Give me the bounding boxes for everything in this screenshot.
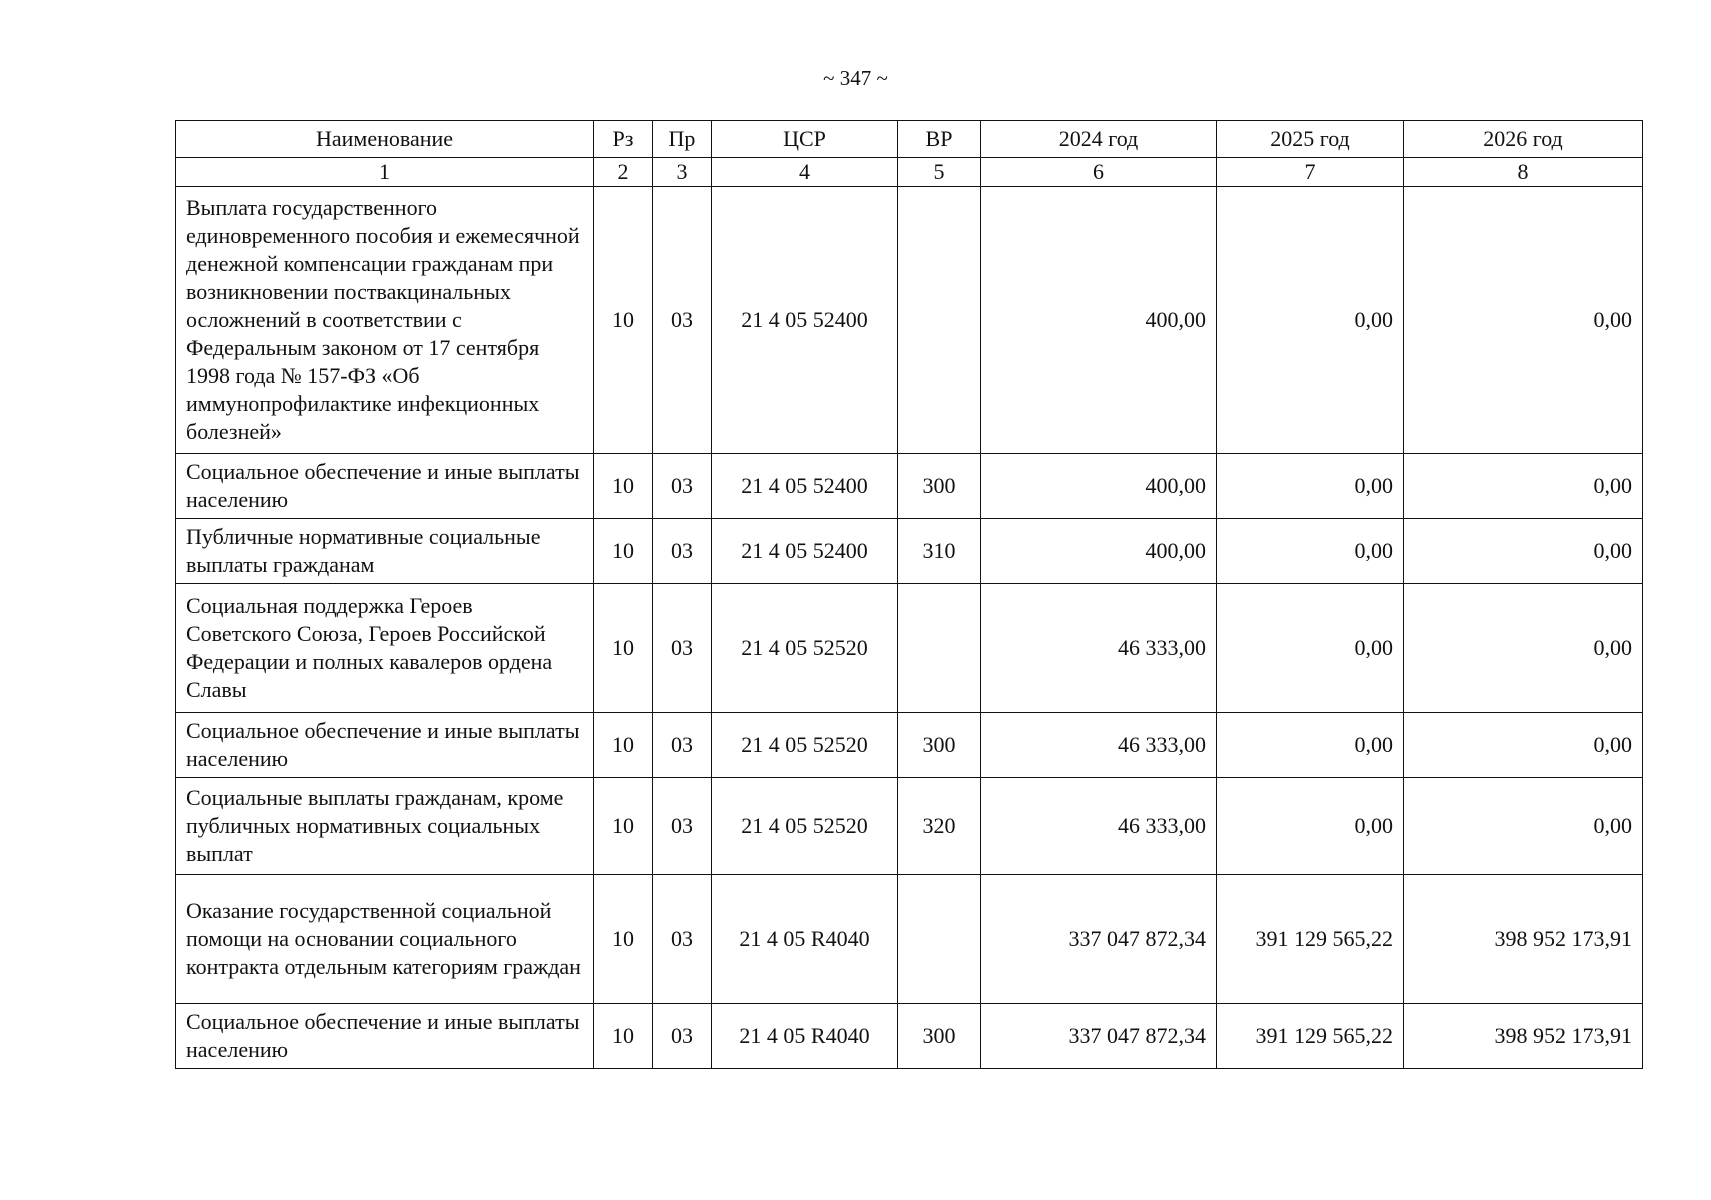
row-pr: 03 (653, 519, 712, 584)
header-row (176, 121, 1643, 158)
column-number: 6 (981, 158, 1217, 187)
row-rz: 10 (594, 778, 653, 875)
row-pr: 03 (653, 454, 712, 519)
row-pr: 03 (653, 875, 712, 1004)
row-2024: 337 047 872,34 (981, 1004, 1217, 1069)
row-2025: 391 129 565,22 (1217, 1004, 1404, 1069)
row-vr: 300 (898, 713, 981, 778)
row-csr: 21 4 05 R4040 (712, 1004, 898, 1069)
row-2024: 337 047 872,34 (981, 875, 1217, 1004)
header-2024: 2024 год (981, 121, 1217, 158)
row-2026: 0,00 (1404, 713, 1643, 778)
table-row (176, 519, 1643, 584)
row-csr: 21 4 05 52400 (712, 454, 898, 519)
row-vr: 320 (898, 778, 981, 875)
row-2026: 0,00 (1404, 519, 1643, 584)
row-rz: 10 (594, 519, 653, 584)
row-name: Социальные выплаты гражданам, кроме публичных нормативных социальных выплат (176, 778, 594, 875)
table-row (176, 713, 1643, 778)
row-name: Социальное обеспечение и иные выплаты населению (176, 454, 594, 519)
row-csr: 21 4 05 52520 (712, 713, 898, 778)
row-2025: 0,00 (1217, 187, 1404, 454)
row-2026: 0,00 (1404, 454, 1643, 519)
row-vr (898, 187, 981, 454)
column-number: 4 (712, 158, 898, 187)
row-pr: 03 (653, 713, 712, 778)
row-2026: 398 952 173,91 (1404, 1004, 1643, 1069)
row-csr: 21 4 05 R4040 (712, 875, 898, 1004)
row-2025: 0,00 (1217, 519, 1404, 584)
header-2026: 2026 год (1404, 121, 1643, 158)
row-2024: 400,00 (981, 187, 1217, 454)
table-row (176, 778, 1643, 875)
row-2026: 0,00 (1404, 778, 1643, 875)
row-pr: 03 (653, 187, 712, 454)
row-name: Социальное обеспечение и иные выплаты населению (176, 713, 594, 778)
row-2025: 0,00 (1217, 584, 1404, 713)
row-rz: 10 (594, 713, 653, 778)
row-csr: 21 4 05 52400 (712, 187, 898, 454)
column-number: 7 (1217, 158, 1404, 187)
row-2024: 46 333,00 (981, 713, 1217, 778)
table-row (176, 875, 1643, 1004)
row-csr: 21 4 05 52400 (712, 519, 898, 584)
row-vr: 300 (898, 454, 981, 519)
column-number: 1 (176, 158, 594, 187)
row-name: Выплата государственного единовременного пособия и ежемесячной денежной компенсации гражданам при возникновении поствакцинальных осложнений в соответствии с Федеральным законом от 17 сентября 1998 года № 157-ФЗ «Об иммунопрофилактике инфекционных болезней» (176, 187, 594, 454)
header-csr: ЦСР (712, 121, 898, 158)
header-rz: Рз (594, 121, 653, 158)
column-number: 2 (594, 158, 653, 187)
table-row (176, 187, 1643, 454)
row-rz: 10 (594, 1004, 653, 1069)
row-pr: 03 (653, 778, 712, 875)
row-name: Социальная поддержка Героев Советского Союза, Героев Российской Федерации и полных кавалеров ордена Славы (176, 584, 594, 713)
row-2026: 398 952 173,91 (1404, 875, 1643, 1004)
row-2025: 391 129 565,22 (1217, 875, 1404, 1004)
row-2024: 400,00 (981, 519, 1217, 584)
row-name: Оказание государственной социальной помощи на основании социального контракта отдельным категориям граждан (176, 875, 594, 1004)
row-2025: 0,00 (1217, 713, 1404, 778)
row-rz: 10 (594, 454, 653, 519)
row-2025: 0,00 (1217, 778, 1404, 875)
row-rz: 10 (594, 875, 653, 1004)
row-rz: 10 (594, 187, 653, 454)
header-vr: ВР (898, 121, 981, 158)
row-name: Социальное обеспечение и иные выплаты населению (176, 1004, 594, 1069)
row-vr: 310 (898, 519, 981, 584)
row-2024: 46 333,00 (981, 778, 1217, 875)
row-2026: 0,00 (1404, 187, 1643, 454)
table-row (176, 454, 1643, 519)
column-number: 3 (653, 158, 712, 187)
row-csr: 21 4 05 52520 (712, 584, 898, 713)
row-vr: 300 (898, 1004, 981, 1069)
row-name: Публичные нормативные социальные выплаты гражданам (176, 519, 594, 584)
budget-table (175, 120, 1643, 1069)
row-2026: 0,00 (1404, 584, 1643, 713)
page-number: ~ 347 ~ (823, 66, 888, 90)
header-pr: Пр (653, 121, 712, 158)
column-number: 8 (1404, 158, 1643, 187)
row-vr (898, 584, 981, 713)
column-number: 5 (898, 158, 981, 187)
table-row (176, 1004, 1643, 1069)
row-2024: 400,00 (981, 454, 1217, 519)
row-rz: 10 (594, 584, 653, 713)
table-row (176, 584, 1643, 713)
header-name: Наименование (176, 121, 594, 158)
column-number-row (176, 158, 1643, 187)
row-csr: 21 4 05 52520 (712, 778, 898, 875)
row-2024: 46 333,00 (981, 584, 1217, 713)
row-2025: 0,00 (1217, 454, 1404, 519)
header-2025: 2025 год (1217, 121, 1404, 158)
row-vr (898, 875, 981, 1004)
row-pr: 03 (653, 584, 712, 713)
row-pr: 03 (653, 1004, 712, 1069)
